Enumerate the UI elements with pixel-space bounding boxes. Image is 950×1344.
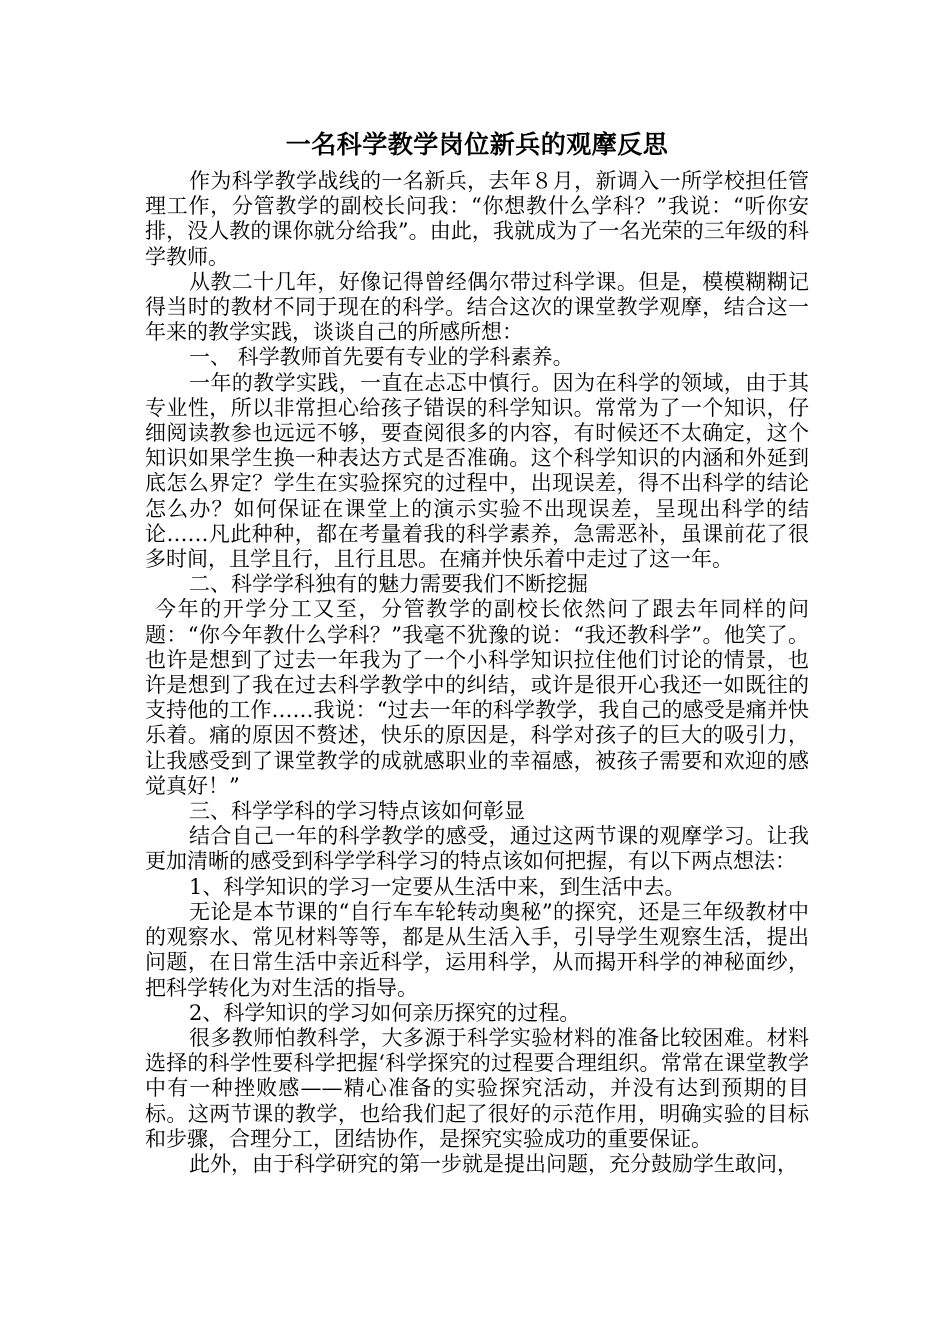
subsection-heading-1: 1、科学知识的学习一定要从生活中来，到生活中去。 [189, 874, 686, 899]
paragraph-intro: 作为科学教学战线的一名新兵，去年８月，新调入一所学校担任管理工作，分管教学的副校长问我：“你想教什么学科？”我说：“听你安排，没人教的课你就分给我”。由此，我就成为了一名光荣的三年级的科学教师。 [145, 169, 809, 269]
paragraph-section-1: 一年的教学实践，一直在忐忑中慎行。因为在科学的领域，由于其专业性，所以非常担心给孩子错误的科学知识。常常为了一个知识，仔细阅读教参也远远不够，要查阅很多的内容，有时候还不太确定，这个知识如果学生换一种表达方式是否准确。这个科学知识的内涵和外延到底怎么界定？学生在实验探究的过程中，出现误差，得不出科学的结论怎么办？如何保证在课堂上的演示实验不出现误差，呈现出科学的结论……凡此种种，都在考量着我的科学素养，急需恶补，虽课前花了很多时间，且学且行，且行且思。在痛并快乐着中走过了这一年。 [145, 370, 809, 572]
paragraph-closing: 此外，由于科学研究的第一步就是提出问题，充分鼓励学生敢问， [189, 1151, 798, 1176]
section-heading-1: 一、 科学教师首先要有专业的学科素养。 [189, 345, 574, 370]
paragraph-subsection-1: 无论是本节课的“自行车车轮转动奥秘”的探究，还是三年级教材中的观察水、常见材料等等，都是从生活入手，引导学生观察生活，提出问题，在日常生活中亲近科学，运用科学，从而揭开科学的神秘面纱，把科学转化为对生活的指导。 [145, 899, 809, 1000]
document-body [145, 169, 809, 1177]
paragraph-section-2: 今年的开学分工又至，分管教学的副校长依然问了跟去年同样的问题：“你今年教什么学科？”我毫不犹豫的说：“我还教科学”。他笑了。也许是想到了过去一年我为了一个小科学知识拉住他们讨论的情景，也许是想到了我在过去科学教学中的纠结，或许是很开心我还一如既往的支持他的工作……我说：“过去一年的科学教学，我自己的感受是痛并快乐着。痛的原因不赘述，快乐的原因是，科学对孩子的巨大的吸引力，让我感受到了课堂教学的成就感职业的幸福感，被孩子需要和欢迎的感觉真好！” [145, 597, 809, 798]
section-heading-2: 二、科学学科独有的魅力需要我们不断挖掘 [189, 572, 588, 597]
document-page [145, 128, 809, 1177]
paragraph-subsection-2: 很多教师怕教科学，大多源于科学实验材料的准备比较困难。材料选择的科学性要科学把握‘科学探究的过程要合理组织。常常在课堂教学中有一种挫败感——精心准备的实验探究活动，并没有达到预期的目标。这两节课的教学，也给我们起了很好的示范作用，明确实验的目标和步骤，合理分工，团结协作，是探究实验成功的重要保证。 [145, 1025, 809, 1151]
section-heading-3: 三、科学学科的学习特点该如何彰显 [189, 799, 525, 824]
subsection-heading-2: 2、科学知识的学习如何亲历探究的过程。 [189, 1000, 581, 1025]
paragraph-background: 从教二十几年，好像记得曾经偶尔带过科学课。但是，模模糊糊记得当时的教材不同于现在的科学。结合这次的课堂教学观摩，结合这一年来的教学实践，谈谈自己的所感所想： [145, 269, 809, 345]
document-title: 一名科学教学岗位新兵的观摩反思 [285, 130, 669, 159]
paragraph-section-3: 结合自己一年的科学教学的感受，通过这两节课的观摩学习。让我更加清晰的感受到科学学科学习的特点该如何把握，有以下两点想法： [145, 824, 809, 874]
